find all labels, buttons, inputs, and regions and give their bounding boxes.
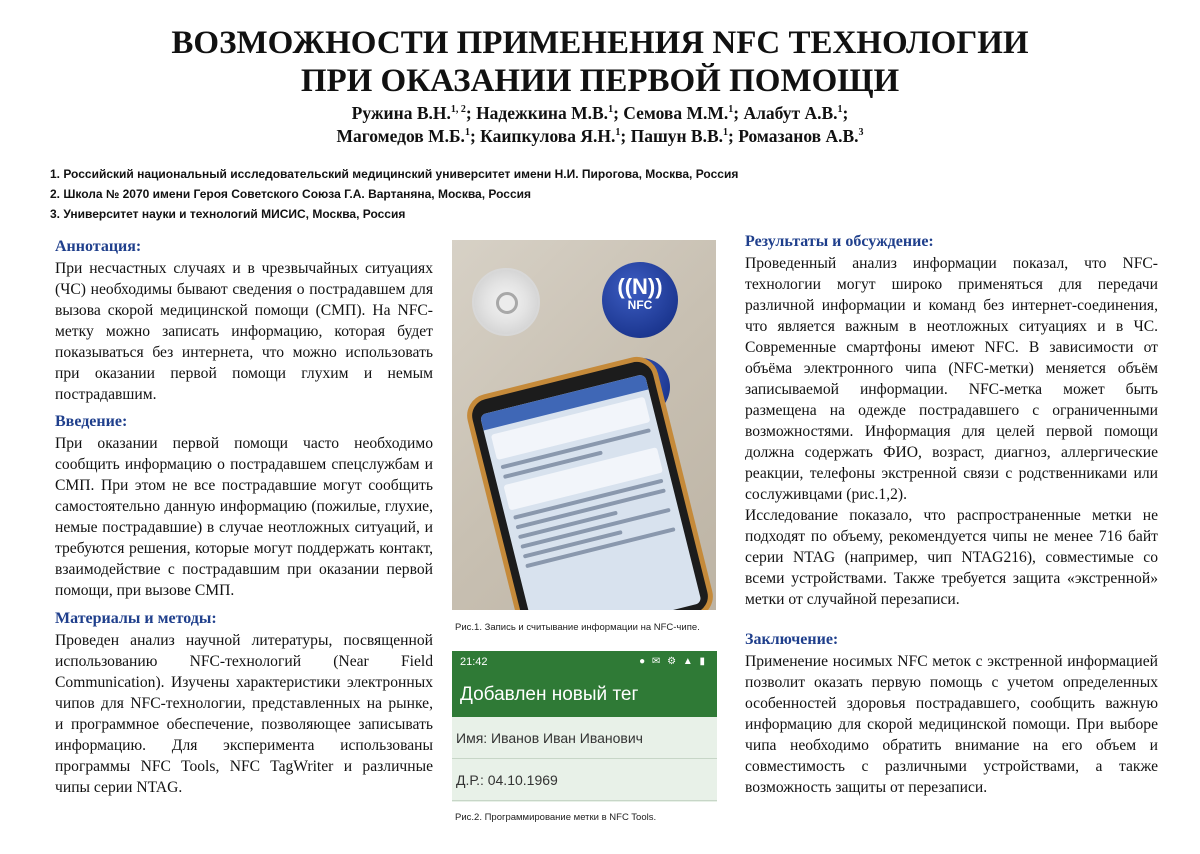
phone-screen xyxy=(480,374,702,610)
author-affiliation-mark: 1, 2 xyxy=(450,104,466,116)
figure-2-screenshot xyxy=(452,651,717,802)
nfc-glyph-icon: ((N)) xyxy=(617,274,663,299)
authors xyxy=(0,102,1200,148)
authors-line-2: Магомедов М.Б.$^1$; Каипкулова Я.Н.$^1$; Пашун В.В.$^1$; Ромазанов А.В.$^3$ xyxy=(336,126,864,146)
status-bar xyxy=(452,651,717,673)
methods-text: Проведен анализ научной литературы, посвященной использованию NFC-технологий (Near Field Communication). Изучены характеристики электронных чипов для NFC-технологии, представленных на рынке, и программное обеспечение, позволяющее записывать информацию. Для эксперимента использованы программы NFC Tools, NFC TagWriter и различные чипы серии NTAG. xyxy=(55,632,433,796)
affiliation-2: 2. Школа № 2070 имени Героя Советского Союза Г.А. Вартаняна, Москва, Россия xyxy=(50,187,531,201)
author-affiliation-mark: 1 xyxy=(464,127,470,139)
affiliations xyxy=(50,164,738,224)
app-bar-title: Добавлен новый тег xyxy=(452,673,717,717)
conclusion-text: Применение носимых NFC меток с экстренной информацией позволит оказать первую помощь с учетом определенных особенностей здоровья пострадавшего, сообщить важную информацию для скорой медицинской помощи. При выборе чипа необходимо обратить внимание на его объем и совместимость с различными устройствами, а также возможность защиты от перезаписи. xyxy=(745,653,1158,796)
author-affiliation-mark: 1 xyxy=(728,104,734,116)
affiliation-3: 3. Университет науки и технологий МИСИС, Москва, Россия xyxy=(50,207,406,221)
nfc-tag-icon xyxy=(602,262,678,338)
left-column xyxy=(55,236,433,798)
field-dob-row: Д.Р.: 04.10.1969 xyxy=(452,759,717,801)
figure-2-caption: Рис.2. Программирование метки в NFC Tools. xyxy=(455,812,657,823)
right-column xyxy=(745,231,1158,798)
smartphone xyxy=(462,352,716,610)
author-name: Ружина В.Н. xyxy=(351,103,451,123)
annotation-text: При несчастных случаях и в чрезвычайных ситуациях (ЧС) необходимы бывают сведения о пострадавшем для вызова скорой медицинской помощи (СМП). На NFC-метку можно записать информацию, которая будет показываться без интернета, что можно использовать при оказании первой помощи глухим и немым пострадавшим. xyxy=(55,260,433,403)
author-name: Магомедов М.Б. xyxy=(336,126,465,146)
title-line-2: ПРИ ОКАЗАНИИ ПЕРВОЙ ПОМОЩИ xyxy=(300,63,900,99)
figure-1-photo xyxy=(452,240,716,610)
status-time: 21:42 xyxy=(460,656,488,668)
methods-heading: Материалы и методы: xyxy=(55,610,217,627)
clear-nfc-sticker xyxy=(472,268,540,336)
author-name: Пашун В.В. xyxy=(630,126,724,146)
results-text-2: Исследование показало, что распространенные метки не подходят по объему, рекомендуется чипы не менее 716 байт серии NTAG (например, чип NTAG216), совместимые со всеми устройствами. Также требуется защита «экстренной» метки от случайной перезаписи. xyxy=(745,507,1158,608)
author-affiliation-mark: 3 xyxy=(858,127,864,139)
chip-coil-icon xyxy=(496,292,518,314)
author-name: Надежкина М.В. xyxy=(476,103,609,123)
authors-line-1: Ружина В.Н.$^{1, 2}$; Надежкина М.В.$^1$; Семова М.М.$^1$; Алабут А.В.$^1$; xyxy=(351,103,849,123)
nfc-tag-label: NFC xyxy=(627,298,653,312)
figure-1-caption: Рис.1. Запись и считывание информации на NFC-чипе. xyxy=(455,622,700,633)
author-name: Ромазанов А.В. xyxy=(738,126,859,146)
author-affiliation-mark: 1 xyxy=(615,127,621,139)
introduction-text: При оказании первой помощи часто необходимо сообщить информацию о пострадавшем спецслужбам и СМП. При этом не все пострадавшие могут сообщить самостоятельно данную информацию (пожилые, глухие, немые пострадавшие) в случае неотложных ситуаций, и требуются решения, которые могут поддержать контакт, взаимодействие с пострадавшим при оказании первой помощи, при вызове СМП. xyxy=(55,435,433,599)
author-affiliation-mark: 1 xyxy=(837,104,843,116)
status-icons: ● ✉ ⚙ ▲ ▮ xyxy=(639,656,707,667)
field-name-row: Имя: Иванов Иван Иванович xyxy=(452,717,717,759)
conclusion-heading: Заключение: xyxy=(745,631,839,648)
title-line-1: ВОЗМОЖНОСТИ ПРИМЕНЕНИЯ NFC ТЕХНОЛОГИИ xyxy=(171,25,1029,61)
author-name: Семова М.М. xyxy=(623,103,729,123)
annotation-heading: Аннотация: xyxy=(55,238,142,255)
introduction-heading: Введение: xyxy=(55,413,128,430)
author-affiliation-mark: 1 xyxy=(723,127,729,139)
results-heading: Результаты и обсуждение: xyxy=(745,233,934,250)
author-name: Алабут А.В. xyxy=(743,103,838,123)
results-text-1: Проведенный анализ информации показал, что NFC-технологии могут широко применяться для передачи различной информации и команд без интернет-соединения, что является важным в неотложных ситуациях и в ЧС. Современные смартфоны имеют NFC. В зависимости от объёма электронного чипа (NFC-метки) меняется объём записываемой информации. NFC-метка может быть размещена на одежде пострадавшего с ограниченными возможностями. Информация для целей первой помощи должна содержать ФИО, возраст, диагноз, аллергические реакции, телефоны экстренной связи с родственниками или сослуживцами (рис.1,2). xyxy=(745,255,1158,503)
author-affiliation-mark: 1 xyxy=(608,104,614,116)
author-name: Каипкулова Я.Н. xyxy=(480,126,616,146)
poster-title xyxy=(0,24,1200,100)
affiliation-1: 1. Российский национальный исследовательский медицинский университет имени Н.И. Пирогова, Москва, Россия xyxy=(50,167,739,181)
